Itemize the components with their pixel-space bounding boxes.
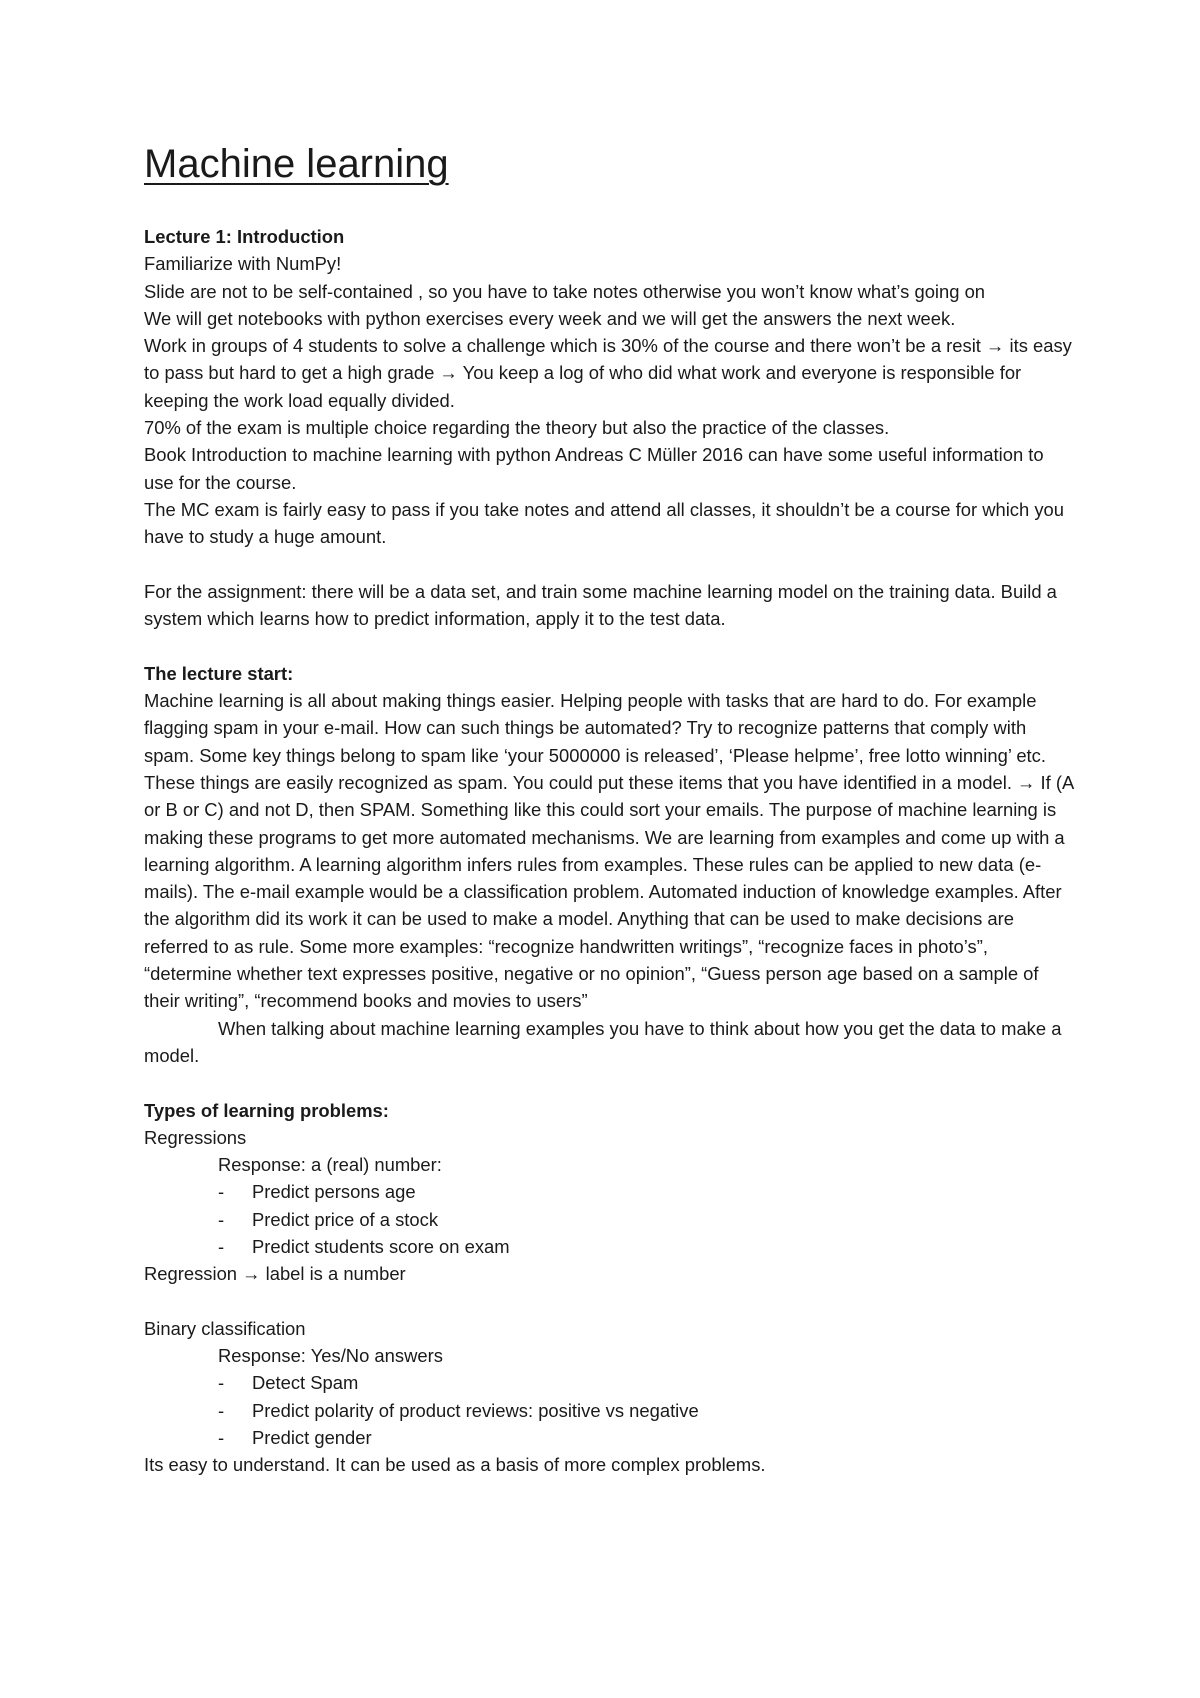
list-item xyxy=(218,1424,1074,1451)
blank-line xyxy=(144,632,1074,659)
regressions-label: Regressions xyxy=(144,1126,247,1148)
paragraph: The MC exam is fairly easy to pass if you take notes and attend all classes, it shouldn’t be a course for which you have to study a huge amount. xyxy=(144,498,1064,548)
list-item-text: Predict persons age xyxy=(252,1181,416,1203)
types-heading: Types of learning problems: xyxy=(144,1099,389,1121)
lecture-start-body: Machine learning is all about making things easier. Helping people with tasks that are hard to do. For example flagging spam in your e-mail. How can such things be automated? Try to recognize patterns that comply with spam. Some key things belong to spam like ‘your 5000000 is released’, ‘Please helpme’, free lotto winning’ etc. These things are easily recognized as spam. You could put these items that you have identified in a model. → If (A or B or C) and not D, then SPAM. Something like this could sort your emails. The purpose of machine learning is making these programs to get more automated mechanisms. We are learning from examples and come up with a learning algorithm. A learning algorithm infers rules from examples. These rules can be applied to new data (e-mails). The e-mail example would be a classification problem. Automated induction of knowledge examples. After the algorithm did its work it can be used to make a model. Anything that can be used to make decisions are referred to as rule. Some more examples: “recognize handwritten writings”, “recognize faces in photo’s”, “determine whether text expresses positive, negative or no opinion”, “Guess person age based on a sample of their writing”, “recommend books and movies to users” xyxy=(144,690,1074,1012)
regressions-list xyxy=(144,1178,1074,1260)
paragraph: 70% of the exam is multiple choice regarding the theory but also the practice of the classes. xyxy=(144,417,890,439)
blank-line xyxy=(144,1288,1074,1315)
list-item xyxy=(218,1178,1074,1205)
paragraph: We will get notebooks with python exercises every week and we will get the answers the next week. xyxy=(144,307,956,329)
list-marker: - xyxy=(218,1208,225,1230)
blank-line xyxy=(144,551,1074,578)
assignment-paragraph: For the assignment: there will be a data set, and train some machine learning model on the training data. Build a system which learns how to predict information, apply it to the test data. xyxy=(144,580,1057,630)
list-marker: - xyxy=(218,1399,225,1421)
list-item xyxy=(218,1369,1074,1396)
list-item xyxy=(218,1233,1074,1260)
paragraph: Book Introduction to machine learning with python Andreas C Müller 2016 can have some useful information to use for the course. xyxy=(144,444,1044,493)
list-marker: - xyxy=(218,1235,225,1257)
paragraph: Work in groups of 4 students to solve a challenge which is 30% of the course and there won’t be a resit → its easy to pass but hard to get a high grade → You keep a log of who did what work and everyone is responsible for keeping the work load equally divided. xyxy=(144,335,1072,411)
regressions-response: Response: a (real) number: xyxy=(218,1154,442,1176)
list-item xyxy=(218,1397,1074,1424)
list-item-text: Predict polarity of product reviews: positive vs negative xyxy=(252,1399,699,1421)
binary-label: Binary classification xyxy=(144,1317,306,1339)
list-item-text: Predict gender xyxy=(252,1427,372,1449)
list-item-text: Predict students score on exam xyxy=(252,1235,510,1257)
binary-response: Response: Yes/No answers xyxy=(218,1345,443,1367)
list-marker: - xyxy=(218,1372,225,1394)
document-page xyxy=(144,140,1074,1479)
list-item-text: Predict price of a stock xyxy=(252,1208,439,1230)
list-marker: - xyxy=(218,1181,225,1203)
lecture-start-heading: The lecture start: xyxy=(144,662,294,684)
paragraph: Slide are not to be self-contained , so you have to take notes otherwise you won’t know what’s going on xyxy=(144,280,986,302)
indented-paragraph: When talking about machine learning examples you have to think about how you get the data to make a model. xyxy=(144,1017,1062,1066)
regressions-summary: Regression → label is a number xyxy=(144,1263,406,1285)
binary-summary: Its easy to understand. It can be used as a basis of more complex problems. xyxy=(144,1454,766,1476)
blank-line xyxy=(144,1069,1074,1096)
lecture-1-heading: Lecture 1: Introduction xyxy=(144,226,345,247)
binary-list xyxy=(144,1369,1074,1451)
list-marker: - xyxy=(218,1427,225,1449)
list-item-text: Detect Spam xyxy=(252,1372,359,1394)
paragraph: Familiarize with NumPy! xyxy=(144,253,342,275)
list-item xyxy=(218,1206,1074,1233)
page-title: Machine learning xyxy=(144,142,449,186)
